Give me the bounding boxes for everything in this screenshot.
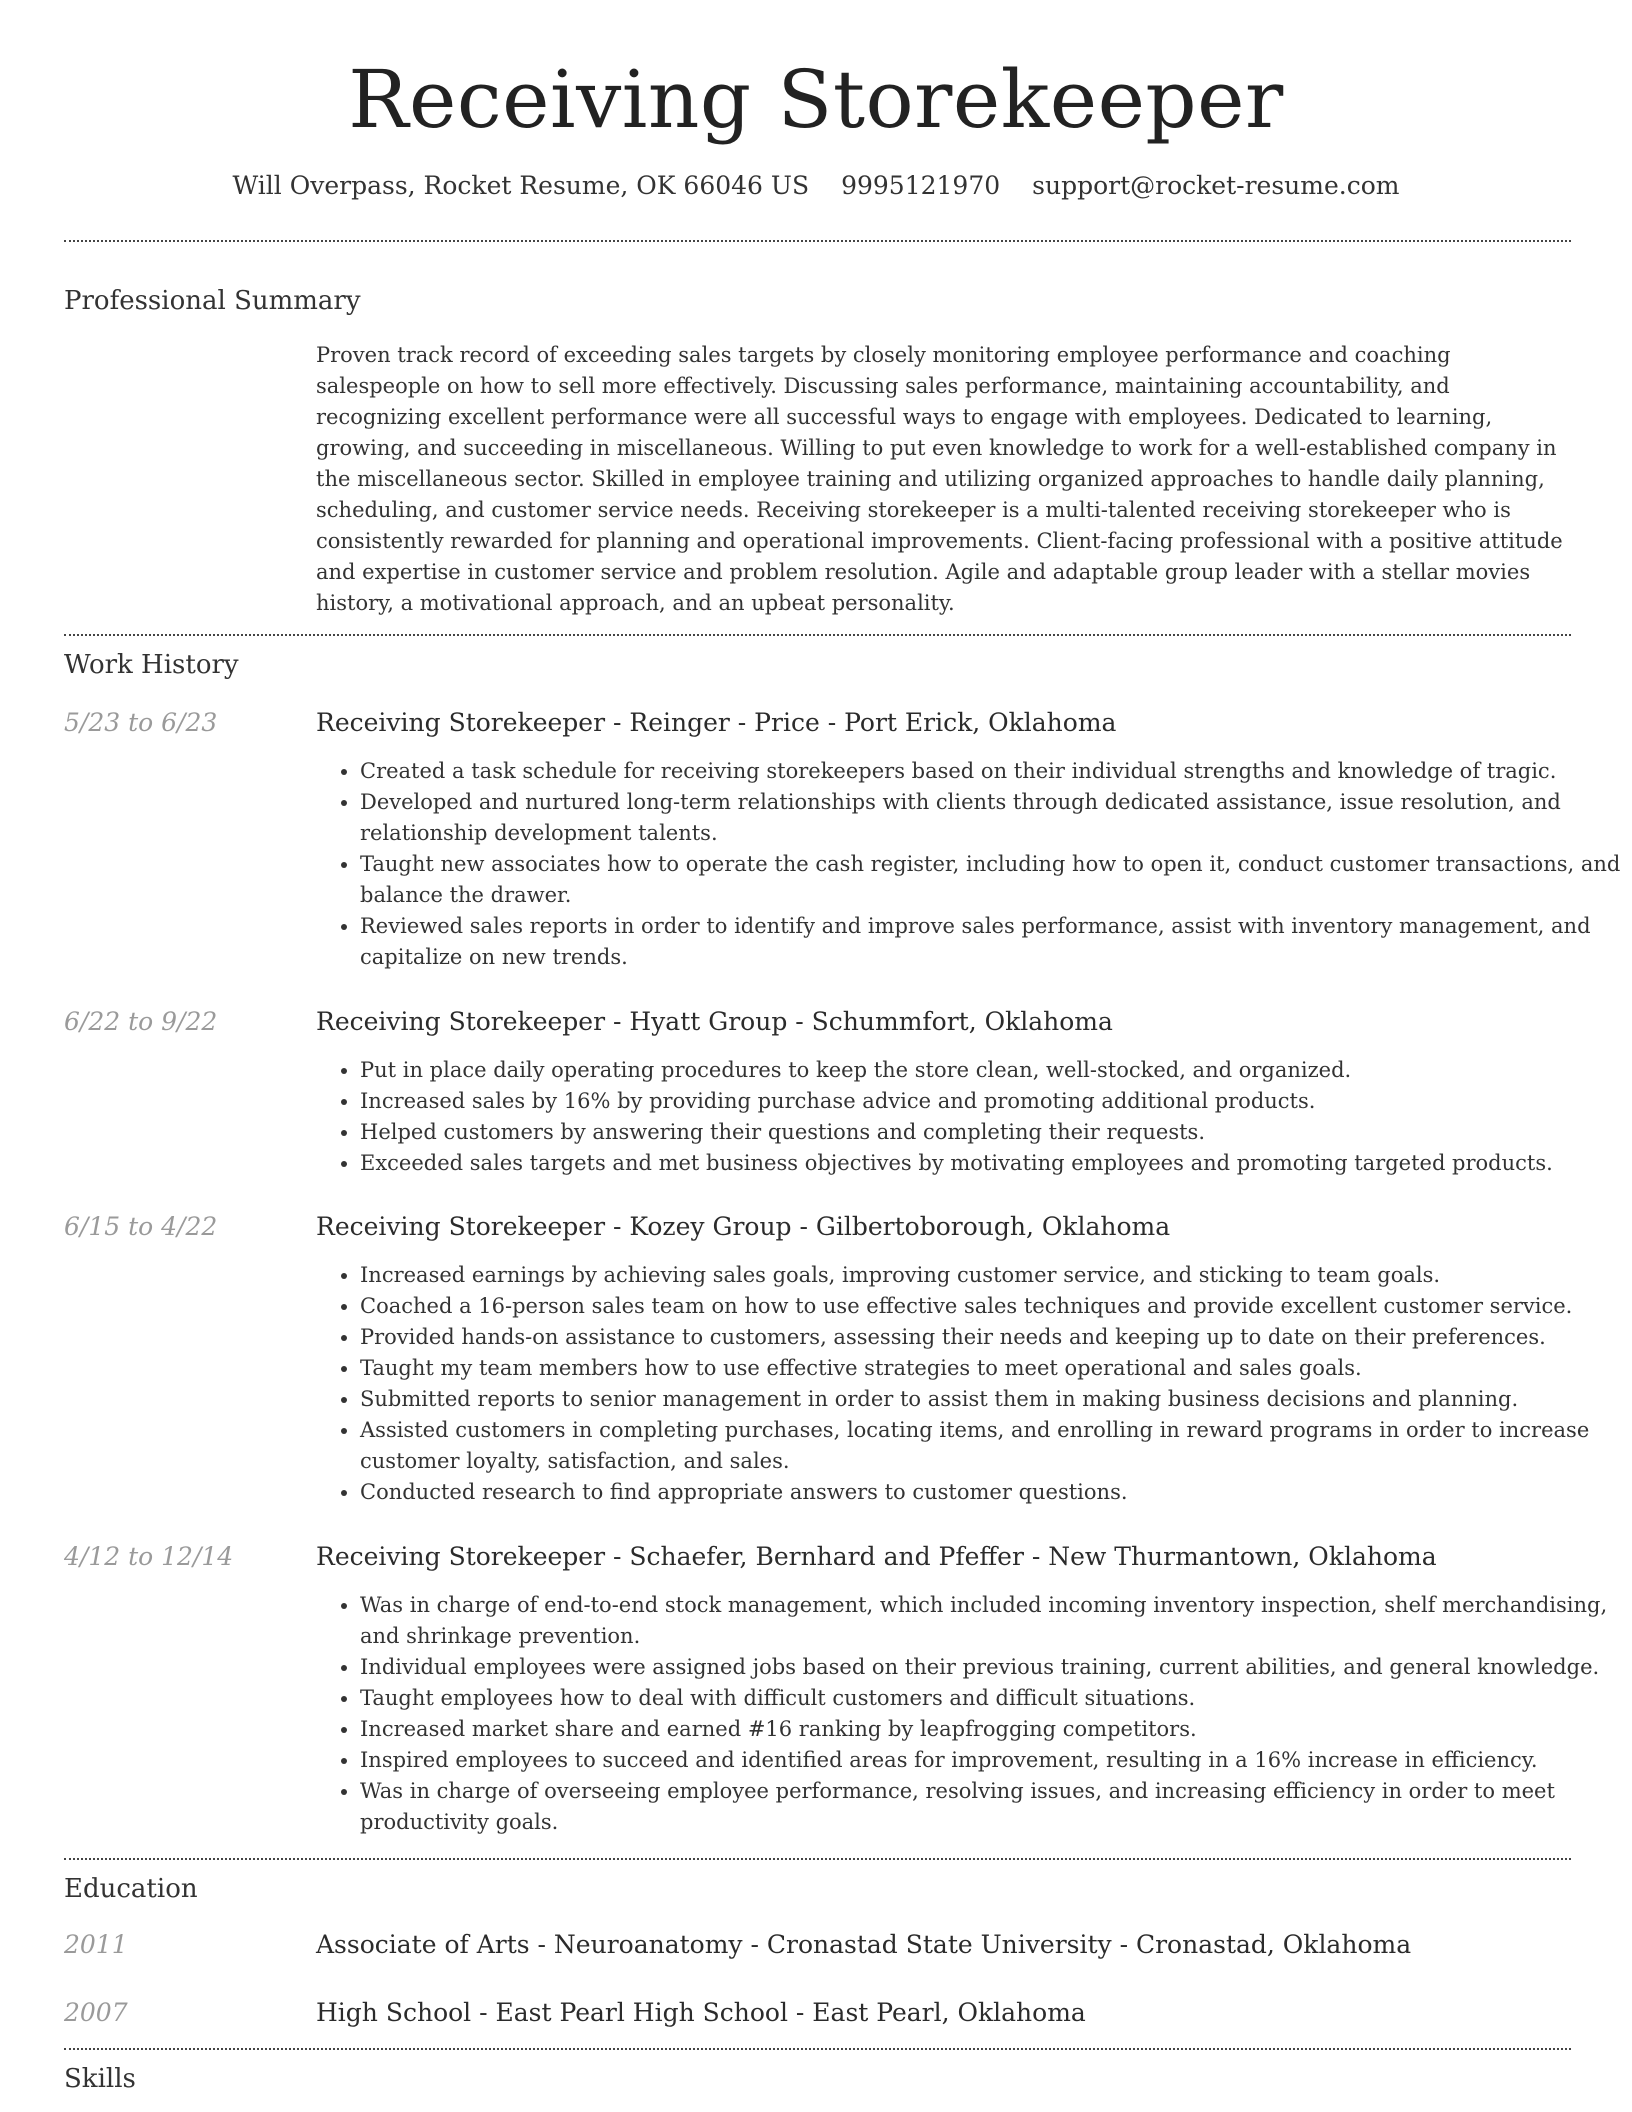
job-bullet: • Created a task schedule for receiving storekeepers based on their individual strengths and knowledge of tragic. xyxy=(360,756,1622,787)
job-dates: 6/22 to 9/22 xyxy=(64,1007,218,1036)
job-bullet: • Assisted customers in completing purchases, locating items, and enrolling in reward programs in order to increase customer loyalty, satisfaction, and sales. xyxy=(360,1415,1622,1477)
section-heading-work-history: Work History xyxy=(64,650,239,680)
resume-title: Receiving Storekeeper xyxy=(348,53,1284,146)
job-bullet: • Taught employees how to deal with difficult customers and difficult situations. xyxy=(360,1683,1622,1714)
job-bullet: • Individual employees were assigned jobs based on their previous training, current abilities, and general knowledge. xyxy=(360,1652,1622,1683)
job-title: Receiving Storekeeper - Kozey Group - Gilbertoborough, Oklahoma xyxy=(316,1212,1171,1241)
job-bullet: • Reviewed sales reports in order to identify and improve sales performance, assist with inventory management, and capitalize on new trends. xyxy=(360,911,1622,973)
education-title: High School - East Pearl High School - East Pearl, Oklahoma xyxy=(316,1998,1086,2027)
job-bullet: • Taught new associates how to operate the cash register, including how to open it, conduct customer transactions, and balance the drawer. xyxy=(360,849,1622,911)
job-bullet: • Inspired employees to succeed and identified areas for improvement, resulting in a 16% increase in efficiency. xyxy=(360,1745,1622,1776)
education-year: 2011 xyxy=(64,1930,128,1959)
job-title: Receiving Storekeeper - Reinger - Price - Port Erick, Oklahoma xyxy=(316,708,1117,737)
job-bullets xyxy=(316,756,1622,973)
contact-address: Will Overpass, Rocket Resume, OK 66046 US xyxy=(232,171,810,200)
contact-line xyxy=(0,168,1632,204)
job-bullet: • Increased earnings by achieving sales goals, improving customer service, and sticking to team goals. xyxy=(360,1260,1622,1291)
contact-email: support@rocket-resume.com xyxy=(1032,171,1400,200)
job-title: Receiving Storekeeper - Schaefer, Bernhard and Pfeffer - New Thurmantown, Oklahoma xyxy=(316,1542,1437,1571)
job-bullet: • Submitted reports to senior management in order to assist them in making business decisions and planning. xyxy=(360,1384,1622,1415)
job-bullet: • Increased sales by 16% by providing purchase advice and promoting additional products. xyxy=(360,1086,1622,1117)
job-bullet: • Was in charge of end-to-end stock management, which included incoming inventory inspection, shelf merchandising, and shrinkage prevention. xyxy=(360,1590,1622,1652)
job-bullet: • Exceeded sales targets and met business objectives by motivating employees and promoting targeted products. xyxy=(360,1148,1622,1179)
job-bullet: • Put in place daily operating procedures to keep the store clean, well-stocked, and organized. xyxy=(360,1055,1622,1086)
section-heading-summary: Professional Summary xyxy=(64,286,361,316)
job-title: Receiving Storekeeper - Hyatt Group - Schummfort, Oklahoma xyxy=(316,1007,1113,1036)
contact-phone: 9995121970 xyxy=(841,171,1001,200)
job-bullet: • Developed and nurtured long-term relationships with clients through dedicated assistance, issue resolution, and relationship development talents. xyxy=(360,787,1622,849)
job-bullets xyxy=(316,1590,1622,1838)
job-bullet: • Increased market share and earned #16 ranking by leapfrogging competitors. xyxy=(360,1714,1622,1745)
education-year: 2007 xyxy=(64,1998,128,2027)
job-bullet: • Was in charge of overseeing employee performance, resolving issues, and increasing efficiency in order to meet productivity goals. xyxy=(360,1776,1622,1838)
summary-text: Proven track record of exceeding sales targets by closely monitoring employee performance and coaching salespeople on how to sell more effectively. Discussing sales performance, maintaining accountability, and recognizing excellent performance were all successful ways to engage with employees. Dedicated to learning, growing, and succeeding in miscellaneous. Willing to put even knowledge to work for a well-established company in the miscellaneous sector. Skilled in employee training and utilizing organized approaches to handle daily planning, scheduling, and customer service needs. Receiving storekeeper is a multi-talented receiving storekeeper who is consistently rewarded for planning and operational improvements. Client-facing professional with a positive attitude and expertise in customer service and problem resolution. Agile and adaptable group leader with a stellar movies history, a motivational approach, and an upbeat personality. xyxy=(316,343,1563,615)
divider xyxy=(64,2048,1571,2050)
job-bullet: • Conducted research to find appropriate answers to customer questions. xyxy=(360,1477,1622,1508)
divider xyxy=(64,1858,1571,1860)
divider xyxy=(64,634,1571,636)
job-dates: 4/12 to 12/14 xyxy=(64,1542,234,1571)
section-heading-skills: Skills xyxy=(64,2064,136,2094)
job-bullets xyxy=(316,1260,1622,1508)
education-title: Associate of Arts - Neuroanatomy - Cronastad State University - Cronastad, Oklahoma xyxy=(316,1930,1412,1959)
job-bullet: • Coached a 16-person sales team on how to use effective sales techniques and provide excellent customer service. xyxy=(360,1291,1622,1322)
job-bullet: • Taught my team members how to use effective strategies to meet operational and sales goals. xyxy=(360,1353,1622,1384)
section-heading-education: Education xyxy=(64,1874,198,1904)
job-dates: 6/15 to 4/22 xyxy=(64,1212,218,1241)
job-bullet: • Helped customers by answering their questions and completing their requests. xyxy=(360,1117,1622,1148)
job-bullet: • Provided hands-on assistance to customers, assessing their needs and keeping up to date on their preferences. xyxy=(360,1322,1622,1353)
divider xyxy=(64,240,1571,242)
job-dates: 5/23 to 6/23 xyxy=(64,708,218,737)
job-bullets xyxy=(316,1055,1622,1179)
